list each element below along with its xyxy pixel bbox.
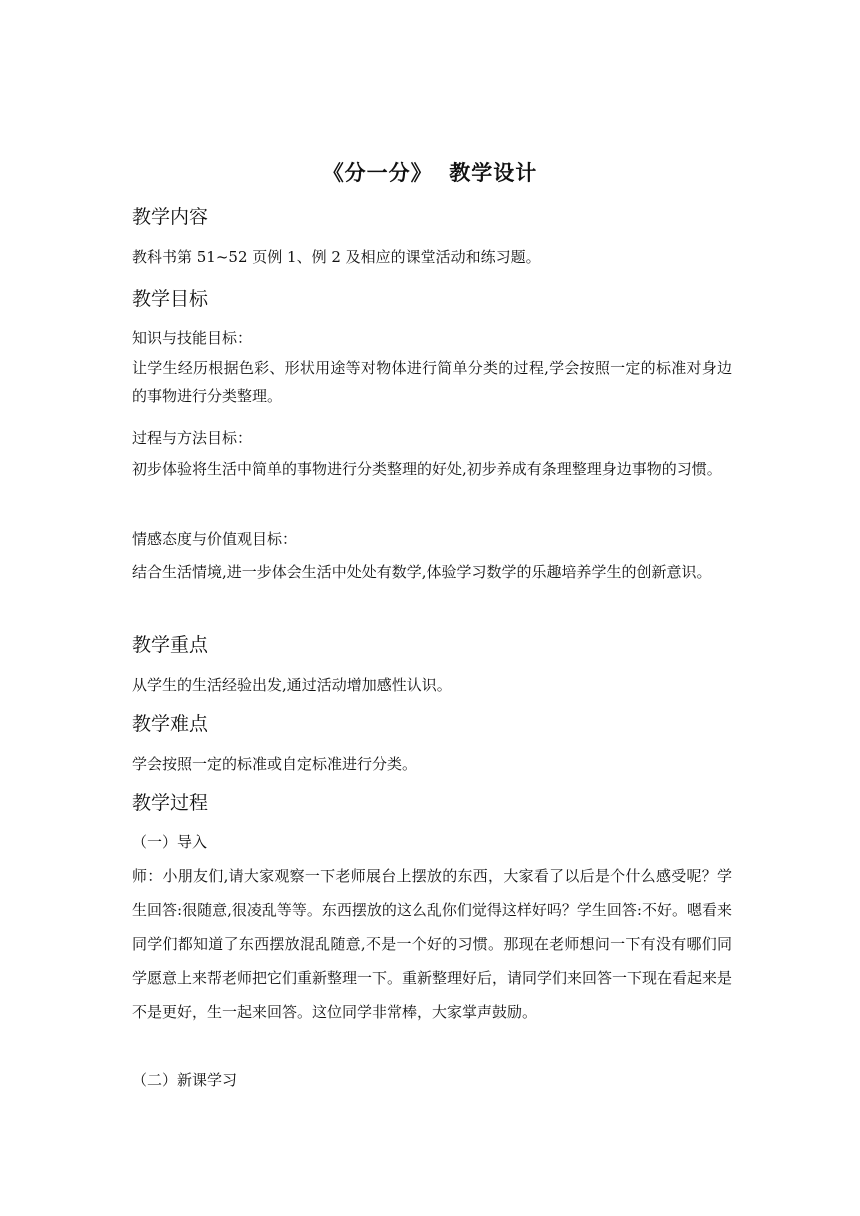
heading-key-points: 教学重点 [132,634,209,656]
objective-process-text: 初步体验将生活中简单的事物进行分类整理的好处,初步养成有条理整理身边事物的习惯。 [132,460,722,478]
difficulties-text: 学会按照一定的标准或自定标准进行分类。 [132,755,418,773]
heading-difficulties: 教学难点 [132,713,209,735]
heading-teaching-content: 教学内容 [132,206,209,228]
document-title: 《分一分》 教学设计 [322,160,538,185]
objective-emotion-text: 结合生活情境,进一步体会生活中处处有数学,体验学习数学的乐趣培养学生的创新意识。 [132,563,712,581]
objective-knowledge-text: 让学生经历根据色彩、形状用途等对物体进行简单分类的过程,学会按照一定的标准对身边的事物进行分类整理。 [132,359,732,405]
objective-knowledge-label: 知识与技能目标： [132,329,253,347]
key-points-text: 从学生的生活经验出发,通过活动增加感性认识。 [132,676,452,694]
process-new-lesson-label: （二）新课学习 [132,1071,238,1089]
heading-teaching-objectives: 教学目标 [132,288,209,310]
teaching-content-text: 教科书第 51~52 页例 1、例 2 及相应的课堂活动和练习题。 [132,248,541,266]
objective-emotion-label: 情感态度与价值观目标： [132,530,298,548]
objective-process-label: 过程与方法目标： [132,429,253,447]
process-intro-text: 师：小朋友们,请大家观察一下老师展台上摆放的东西，大家看了以后是个什么感受呢？学生回答:很随意,很凌乱等等。东西摆放的这么乱你们觉得这样好吗？学生回答:不好。嗯看来同学们都知道了东西摆放混乱随意,不是一个好的习惯。那现在老师想问一下有没有哪们同学愿意上来帮老师把它们重新整理一下。重新整理好后，请同学们来回答一下现在看起来是不是更好，生一起来回答。这位同学非常棒，大家掌声鼓励。 [132,867,733,1021]
process-intro-label: （一）导入 [132,833,208,851]
heading-teaching-process: 教学过程 [132,792,209,814]
